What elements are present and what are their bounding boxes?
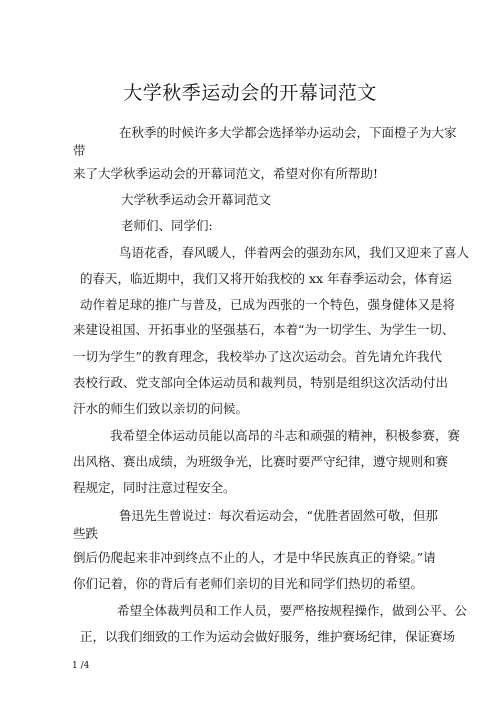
paragraph-line: 希望全体裁判员和工作人员，要严格按规程操作，做到公平、公	[117, 603, 468, 618]
paragraph-line: 带	[73, 143, 86, 158]
page-indicator: 1 /4	[72, 661, 90, 671]
paragraph-line: 鲁迅先生曾说过：每次看运动会，“优胜者固然可敬，但那	[119, 508, 438, 523]
paragraph-line: 出风格、赛出成绩，为班级争光，比赛时要严守纪律，遵守规则和赛	[73, 454, 449, 469]
paragraph-line: 汗水的师生们致以亲切的问候。	[73, 401, 249, 416]
paragraph-line: 表校行政、党支部向全体运动员和裁判员，特别是组织这次活动付出	[73, 375, 449, 390]
paragraph-line: 倒后仍爬起来非冲到终点不止的人，才是中华民族真正的脊梁。”请	[73, 550, 436, 565]
paragraph-line: 些跌	[73, 526, 99, 541]
paragraph-line: 鸟语花香，春风暖人，伴着两会的强劲东风，我们又迎来了喜人	[119, 245, 470, 260]
paragraph-line: 来了大学秋季运动会的开幕词范文，希望对你有所帮助!	[73, 166, 379, 181]
paragraph-line: 正，以我们细致的工作为运动会做好服务，维护赛场纪律，保证赛场	[80, 629, 456, 644]
section-heading: 大学秋季运动会开幕词范文	[121, 192, 272, 207]
paragraph-line: 动作着足球的推广与普及，已成为西张的一个特色，强身健体又是将	[80, 297, 456, 312]
paragraph-line: 一切为学生”的教育理念，我校举办了这次运动会。首先请允许我代	[73, 349, 442, 364]
salutation: 老师们、同学们:	[121, 218, 213, 233]
paragraph-line: 来建设祖国、开拓事业的坚强基石，本着“为一切学生、为学生一切、	[73, 322, 455, 337]
paragraph-line: 的春天，临近期中，我们又将开始我校的 xx 年春季运动会，体育运	[80, 271, 453, 286]
paragraph-line: 你们记着，你的背后有老师们亲切的目光和同学们热切的希望。	[73, 576, 424, 591]
document-title: 大学秋季运动会的开幕词范文	[123, 82, 377, 104]
paragraph-line: 我希望全体运动员能以高昂的斗志和顽强的精神，积极参赛，赛	[110, 428, 461, 443]
paragraph-line: 程规定，同时注意过程安全。	[73, 480, 236, 495]
paragraph-line: 在秋季的时候许多大学都会选择举办运动会，下面橙子为大家	[119, 125, 457, 140]
